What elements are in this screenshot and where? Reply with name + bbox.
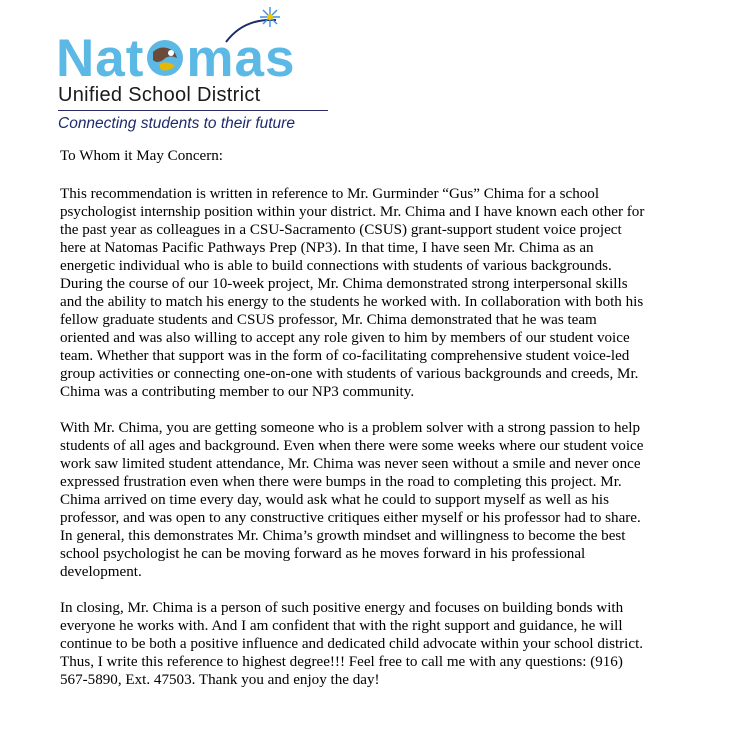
paragraph-line: everyone he works with. And I am confident that with the right support and guidance, he will (60, 618, 623, 634)
paragraph-line: professor, and was open to any constructive critiques either myself or his professor had to share. (60, 510, 641, 526)
paragraph-line: work saw limited student attendance, Mr. Chima was never seen without a smile and never once (60, 456, 641, 472)
paragraph-line: school psychologist he can be moving forward as he moves forward in his professional (60, 546, 586, 562)
star-icon (259, 6, 281, 28)
district-subtitle: Unified School District (58, 84, 261, 106)
paragraph-line: here at Natomas Pacific Pathways Prep (NP3). In that time, I have seen Mr. Chima as an (60, 240, 594, 256)
letter-paragraph (60, 419, 700, 581)
paragraph-line: In closing, Mr. Chima is a person of such positive energy and focuses on building bonds with (60, 600, 624, 616)
letterhead-divider (58, 110, 328, 111)
paragraph-line: and the ability to match his energy to the students he worked with. In collaboration with both his (60, 294, 644, 310)
paragraph-line: group activities or connecting one-on-one with students of various backgrounds and creeds, Mr. (60, 366, 639, 382)
paragraph-line: 567-5890, Ext. 47503. Thank you and enjoy the day! (60, 672, 380, 688)
paragraph-line: team. Whether that support was in the form of co-facilitating comprehensive student voice-led (60, 348, 630, 364)
globe-icon (145, 38, 185, 78)
paragraph-line: Chima was a contributing member to our NP3 community. (60, 384, 415, 400)
logo-text-end: mas (186, 29, 296, 88)
salutation: To Whom it May Concern: (60, 148, 223, 164)
paragraph-line: fellow graduate students and CSUS professor, Mr. Chima demonstrated that he was team (60, 312, 597, 328)
paragraph-line: With Mr. Chima, you are getting someone who is a problem solver with a strong passion to help (60, 420, 640, 436)
letter-paragraphs (60, 185, 700, 689)
letter-paragraph (60, 599, 700, 689)
paragraph-line: continue to be both a positive influence and dedicated child advocate within your school district. (60, 636, 644, 652)
paragraph-line: In general, this demonstrates Mr. Chima’s growth mindset and willingness to become the best (60, 528, 626, 544)
letterhead (56, 6, 346, 131)
paragraph-line: Thus, I write this reference to highest degree!!! Feel free to call me with any questions: (916) (60, 654, 623, 670)
district-logo (56, 30, 295, 88)
paragraph-line: students of all ages and background. Even when there were some weeks where our student voice (60, 438, 644, 454)
letter-body (60, 147, 700, 707)
paragraph-line: the past year as colleagues in a CSU-Sacramento (CSUS) grant-support student voice project (60, 222, 622, 238)
logo-text-start: Nat (56, 29, 145, 88)
paragraph-line: This recommendation is written in reference to Mr. Gurminder “Gus” Chima for a school (60, 186, 600, 202)
district-tagline: Connecting students to their future (58, 115, 295, 132)
paragraph-line: Chima arrived on time every day, would ask what he could to support myself as well as his (60, 492, 609, 508)
paragraph-line: psychologist internship position within your district. Mr. Chima and I have known each other for (60, 204, 645, 220)
letter-paragraph (60, 185, 700, 401)
paragraph-line: energetic individual who is able to build connections with students of various backgrounds. (60, 258, 612, 274)
paragraph-line: During the course of our 10-week project, Mr. Chima demonstrated strong interpersonal skills (60, 276, 628, 292)
paragraph-line: expressed frustration even when there were bumps in the road to completing this project. Mr. (60, 474, 622, 490)
paragraph-line: oriented and was also willing to accept any role given to him by members of our student voice (60, 330, 630, 346)
paragraph-line: development. (60, 564, 142, 580)
